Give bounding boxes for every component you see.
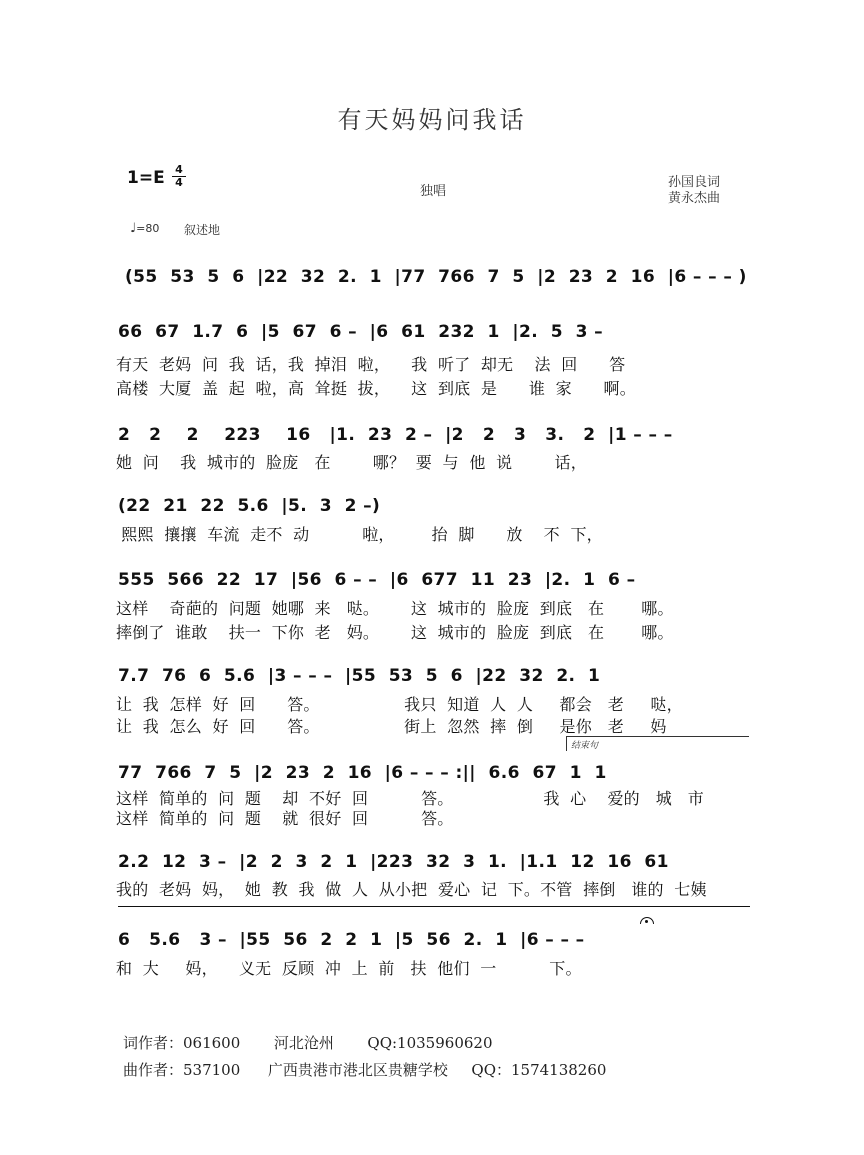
score-row-6-lyric-2: 让 我 怎么 好 回 答。 街上 忽然 摔 倒 是你 老 妈 [116,717,667,736]
score-row-3-lyric-1: 她 问 我 城市的 脸庞 在 哪？ 要 与 他 说 话， [116,453,587,472]
fermata-icon [640,917,654,924]
composer-credit: 黄永杰曲 [668,191,721,206]
score-row-7-lyric-1: 这样 简单的 问 题 却 不好 回 答。 我 心 爱的 城 市 [116,789,704,808]
lyricist-place: 河北沧州 [273,1034,334,1052]
composer-qq: QQ：1574138260 [471,1061,607,1079]
score-row-9-notes: 6 5.6 3 – |55 56 2 2 1 |5 56 2. 1 |6 – – – [118,930,585,950]
credits [668,175,720,207]
score-row-9-lyric-1: 和 大 妈， 义无 反顾 冲 上 前 扶 他们 一 下。 [116,959,582,978]
quarter-note-icon: ♩ [130,221,137,236]
lyricist-info [123,1032,493,1053]
composer-info [123,1059,606,1080]
score-row-8-lyric-1: 我的 老妈 妈， 她 教 我 做 人 从小把 爱心 记 下。不管 摔倒 谁的 七姨 [116,880,707,899]
score-row-2-lyric-1: 有天 老妈 问 我 话，我 掉泪 啦， 我 听了 却无 法 回 答 [116,355,626,374]
performance-type: 独唱 [420,184,447,199]
lyricist-credit: 孙国良词 [668,175,721,190]
key-signature: 1=E [127,168,165,188]
lyricist-label: 词作者：061600 [123,1034,241,1052]
score-row-5-lyric-1: 这样 奇葩的 问题 她哪 来 哒。 这 城市的 脸庞 到底 在 哪。 [116,599,674,618]
page-title: 有天妈妈问我话 [337,106,527,134]
time-signature-bottom: 4 [175,176,183,189]
expression-marking: 叙述地 [184,223,221,237]
row-divider [118,906,750,907]
score-row-7-notes: 77 766 7 5 |2 23 2 16 |6 – – – :|| 6.6 67 1 1 [118,763,607,783]
score-row-5-lyric-2: 摔倒了 谁敢 扶一 下你 老 妈。 这 城市的 脸庞 到底 在 哪。 [116,623,674,642]
score-row-5-notes: 555 566 22 17 |56 6 – – |6 677 11 23 |2. 1 6 – [118,570,636,590]
tempo-marking [130,221,159,236]
tempo-value: =80 [136,222,160,235]
score-row-2-notes: 66 67 1.7 6 |5 67 6 – |6 61 232 1 |2. 5 3 – [118,322,604,342]
score-row-4-lyric-1: 熙熙 攘攘 车流 走不 动 啦， 抬 脚 放 不 下， [116,525,603,544]
time-signature [172,165,186,188]
lyricist-qq: QQ:1035960620 [367,1034,493,1052]
coda-label: 结束句 [571,741,599,751]
score-row-6-lyric-1: 让 我 怎样 好 回 答。 我只 知道 人 人 都会 老 哒， [116,695,683,714]
score-row-4-notes: (22 21 22 5.6 |5. 3 2 –) [118,496,381,516]
composer-place: 广西贵港市港北区贵糖学校 [267,1061,448,1079]
score-row-6-notes: 7.7 76 6 5.6 |3 – – – |55 53 5 6 |22 32 2. 1 [118,666,601,686]
score-row-7-lyric-2: 这样 简单的 问 题 就 很好 回 答。 [116,809,454,828]
score-row-8-notes: 2.2 12 3 – |2 2 3 2 1 |223 32 3 1. |1.1 12 16 61 [118,852,669,872]
score-row-3-notes: 2 2 2 223 16 |1. 23 2 – |2 2 3 3. 2 |1 – – – [118,425,673,445]
score-row-2-lyric-2: 高楼 大厦 盖 起 啦，高 耸挺 拔， 这 到底 是 谁 家 啊。 [116,379,636,398]
score-row-1-notes: (55 53 5 6 |22 32 2. 1 |77 766 7 5 |2 23 2 16 |6 – – – ) [125,267,747,287]
composer-label: 曲作者：537100 [123,1061,241,1079]
time-signature-top: 4 [175,163,183,176]
